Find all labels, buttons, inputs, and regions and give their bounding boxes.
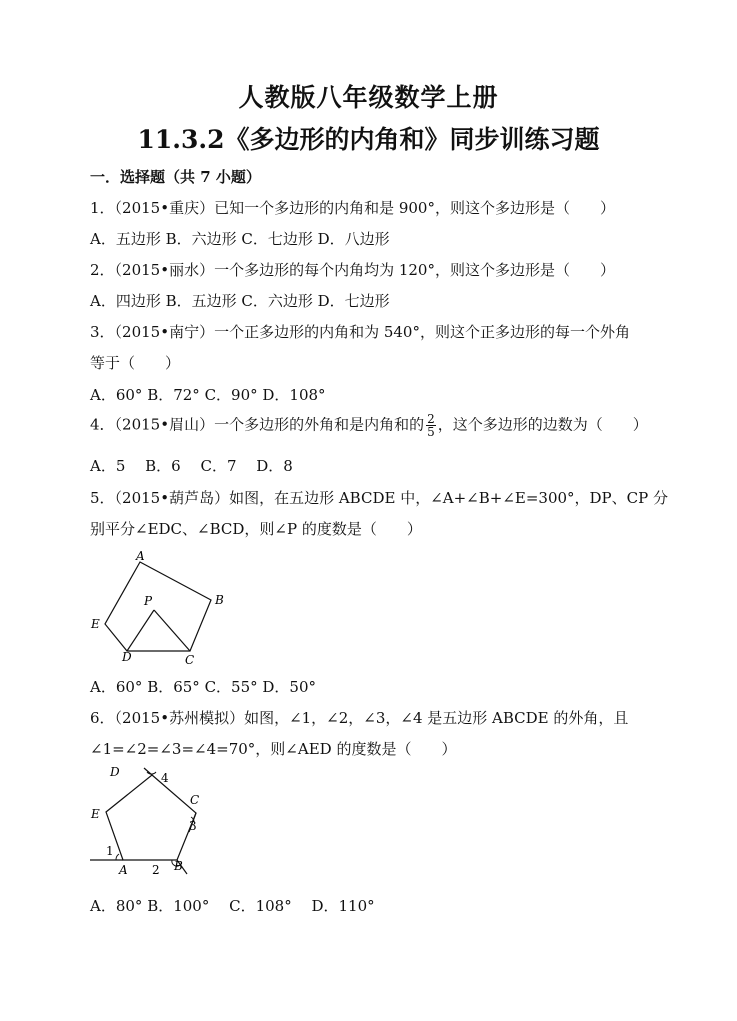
question-1-stem: 1．（2015•重庆）已知一个多边形的内角和是 900°，则这个多边形是（ ）: [90, 199, 615, 217]
label-C: C: [190, 793, 200, 807]
label-1: 1: [106, 844, 114, 858]
figure-pentagon-bisectors: [84, 548, 234, 668]
label-E: E: [91, 617, 100, 631]
question-4-stem-before: 4．（2015•眉山）一个多边形的外角和是内角和的: [90, 415, 425, 434]
label-B: B: [174, 859, 183, 873]
question-3-stem-line2: 等于（ ）: [90, 354, 181, 372]
label-2: 2: [152, 863, 160, 877]
question-4-options: A．5 B．6 C．7 D．8: [90, 457, 293, 475]
fraction: [426, 413, 436, 438]
document-subtitle: 11.3.2《多边形的内角和》同步训练习题: [137, 125, 600, 154]
question-5-stem-line1: 5．（2015•葫芦岛）如图，在五边形 ABCDE 中，∠A+∠B+∠E=300°，DP、CP 分: [90, 489, 668, 507]
label-D: D: [122, 650, 132, 664]
label-E: E: [91, 807, 100, 821]
question-6-options: A．80° B．100° C．108° D．110°: [90, 897, 375, 915]
question-3-options: A．60° B．72° C．90° D．108°: [90, 386, 326, 404]
figure-pentagon-exterior-angles: [84, 764, 234, 884]
question-5-stem-line2: 别平分∠EDC、∠BCD，则∠P 的度数是（ ）: [90, 520, 422, 538]
label-A: A: [136, 549, 145, 563]
question-3-stem-line1: 3．（2015•南宁）一个正多边形的内角和为 540°，则这个正多边形的每一个外角: [90, 323, 630, 341]
question-6-stem-line1: 6．（2015•苏州模拟）如图，∠1，∠2，∠3，∠4 是五边形 ABCDE 的外角，且: [90, 709, 629, 727]
document-title: 人教版八年级数学上册: [238, 83, 499, 112]
question-4-stem-after: ，这个多边形的边数为（ ）: [437, 415, 648, 434]
question-6-stem-line2: ∠1=∠2=∠3=∠4=70°，则∠AED 的度数是（ ）: [90, 740, 457, 758]
question-2-stem: 2．（2015•丽水）一个多边形的每个内角均为 120°，则这个多边形是（ ）: [90, 261, 615, 279]
section-header: 一．选择题（共 7 小题）: [90, 168, 261, 186]
question-4-stem: [90, 413, 648, 438]
label-3: 3: [189, 819, 197, 833]
question-5-options: A．60° B．65° C．55° D．50°: [90, 678, 317, 696]
label-B: B: [215, 593, 224, 607]
fraction-numerator: 2: [427, 412, 435, 426]
label-P: P: [144, 594, 153, 608]
fraction-denominator: 5: [427, 425, 435, 439]
question-2-options: A．四边形 B．五边形 C．六边形 D．七边形: [90, 292, 390, 310]
label-4: 4: [161, 771, 169, 785]
label-C: C: [185, 653, 195, 667]
label-A: A: [119, 863, 128, 877]
label-D: D: [110, 765, 120, 779]
question-1-options: A．五边形 B．六边形 C．七边形 D．八边形: [90, 230, 390, 248]
